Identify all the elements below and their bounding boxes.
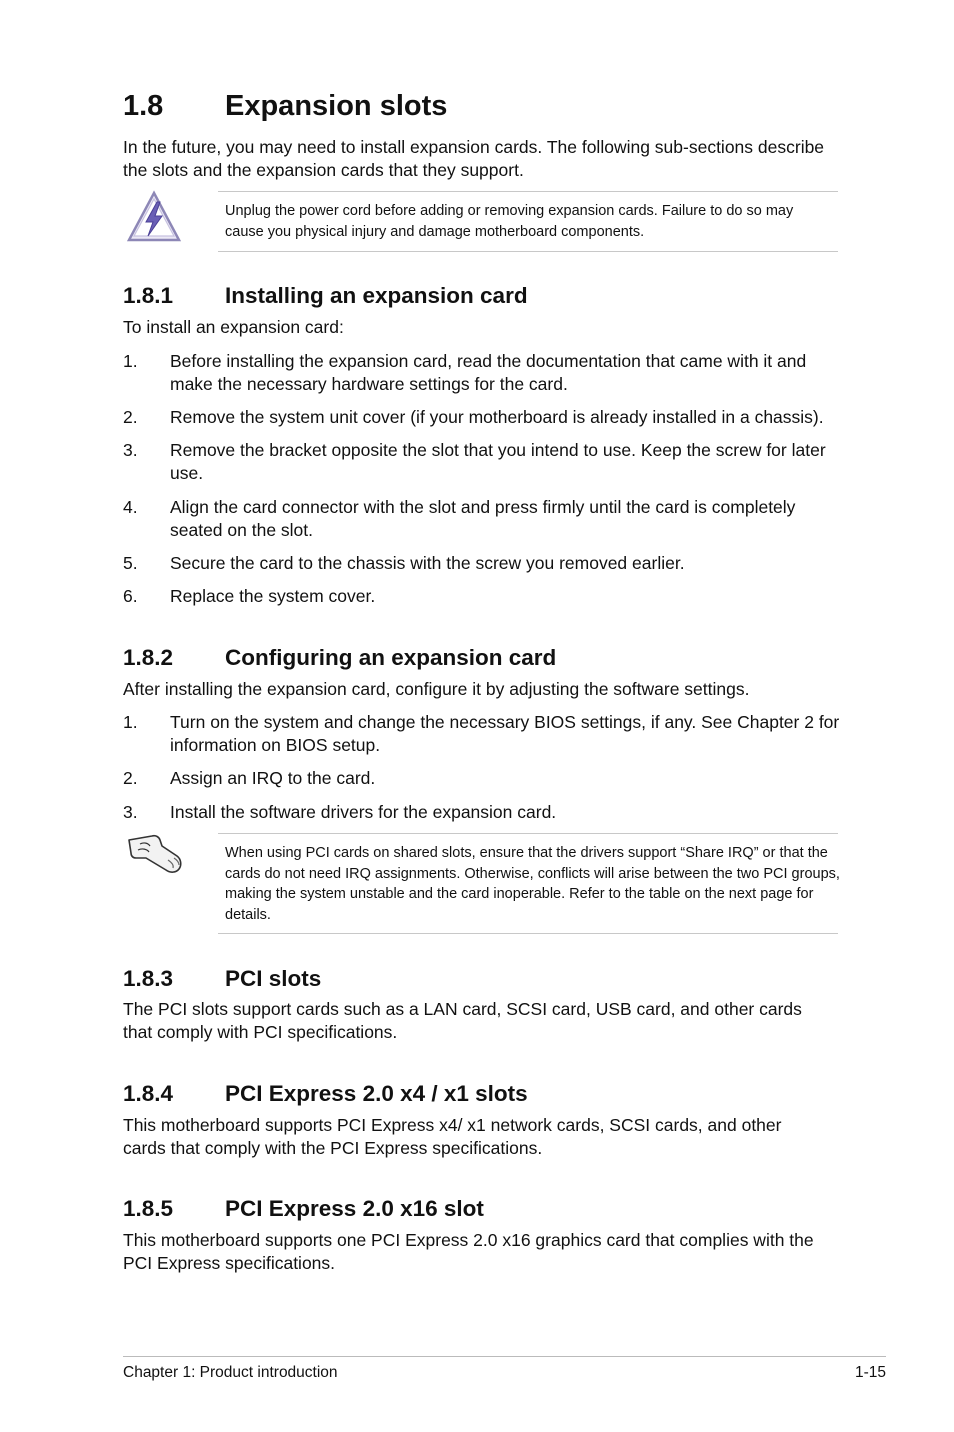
subsection-heading-1-8-5 bbox=[123, 1196, 823, 1224]
irq-note: When using PCI cards on shared slots, ensure that the drivers support “Share IRQ” or that the cards do not need IRQ assignments. Otherwise, conflicts will arise between the two PCI groups, making the system unstable and the card inoperable. Refer to the table on the next page for details. bbox=[225, 845, 840, 923]
note-bottom-rule bbox=[218, 933, 838, 934]
list-item: 6. Replace the system cover. bbox=[123, 586, 376, 606]
list-item: 2. Remove the system unit cover (if your motherboard is already installed in a chassis). bbox=[123, 407, 824, 427]
warning-lightning-icon bbox=[124, 190, 182, 244]
subsection-number: 1.8.2 bbox=[123, 645, 174, 670]
warning-bottom-rule bbox=[218, 251, 838, 252]
subsection-title: Configuring an expansion card bbox=[225, 645, 557, 670]
subsection-title: Installing an expansion card bbox=[225, 283, 528, 308]
footer-rule bbox=[123, 1356, 886, 1357]
pcie-x16-paragraph: This motherboard supports one PCI Express 2.0 x16 graphics card that complies with the PCI Express specifications. bbox=[123, 1230, 814, 1273]
list-item: 1. Turn on the system and change the necessary BIOS settings, if any. See Chapter 2 for information on BIOS setup. bbox=[123, 712, 840, 755]
subsection-number: 1.8.1 bbox=[123, 283, 174, 308]
list-item: 3. Install the software drivers for the expansion card. bbox=[123, 802, 557, 822]
subsection-title: PCI slots bbox=[225, 966, 322, 991]
list-item: 3. Remove the bracket opposite the slot that you intend to use. Keep the screw for later use. bbox=[123, 440, 826, 483]
pointing-hand-icon bbox=[126, 832, 186, 876]
note-top-rule bbox=[218, 833, 838, 834]
footer-chapter: Chapter 1: Product introduction bbox=[123, 1364, 338, 1381]
list-item: 5. Secure the card to the chassis with the screw you removed earlier. bbox=[123, 553, 685, 573]
section-title bbox=[123, 90, 823, 126]
install-lead: To install an expansion card: bbox=[123, 317, 344, 337]
section-number: 1.8 bbox=[123, 90, 164, 122]
section-title-text: Expansion slots bbox=[225, 90, 448, 122]
intro-paragraph: In the future, you may need to install expansion cards. The following sub-sections describe the slots and the expansion cards that they support. bbox=[123, 137, 825, 180]
subsection-number: 1.8.4 bbox=[123, 1081, 174, 1106]
list-item: 1. Before installing the expansion card, read the documentation that came with it and make the necessary hardware settings for the card. bbox=[123, 351, 807, 394]
subsection-heading-1-8-2 bbox=[123, 645, 823, 673]
footer-page-number: 1-15 bbox=[854, 1364, 886, 1381]
pci-paragraph: The PCI slots support cards such as a LAN card, SCSI card, USB card, and other cards that comply with PCI specifications. bbox=[123, 999, 802, 1042]
warning-note: Unplug the power cord before adding or removing expansion cards. Failure to do so may cause you physical injury and damage motherboard components. bbox=[225, 203, 794, 240]
subsection-heading-1-8-4 bbox=[123, 1081, 823, 1109]
list-item: 2. Assign an IRQ to the card. bbox=[123, 768, 376, 788]
subsection-heading-1-8-3 bbox=[123, 966, 823, 994]
subsection-title: PCI Express 2.0 x16 slot bbox=[225, 1196, 484, 1221]
subsection-number: 1.8.5 bbox=[123, 1196, 174, 1221]
warning-top-rule bbox=[218, 191, 838, 192]
subsection-number: 1.8.3 bbox=[123, 966, 174, 991]
configure-lead: After installing the expansion card, configure it by adjusting the software settings. bbox=[123, 679, 750, 699]
subsection-heading-1-8-1 bbox=[123, 283, 823, 311]
list-item: 4. Align the card connector with the slot and press firmly until the card is completely seated on the slot. bbox=[123, 497, 796, 540]
subsection-title: PCI Express 2.0 x4 / x1 slots bbox=[225, 1081, 528, 1106]
pcie-x4-paragraph: This motherboard supports PCI Express x4/ x1 network cards, SCSI cards, and other cards that comply with the PCI Express specifications. bbox=[123, 1115, 782, 1158]
